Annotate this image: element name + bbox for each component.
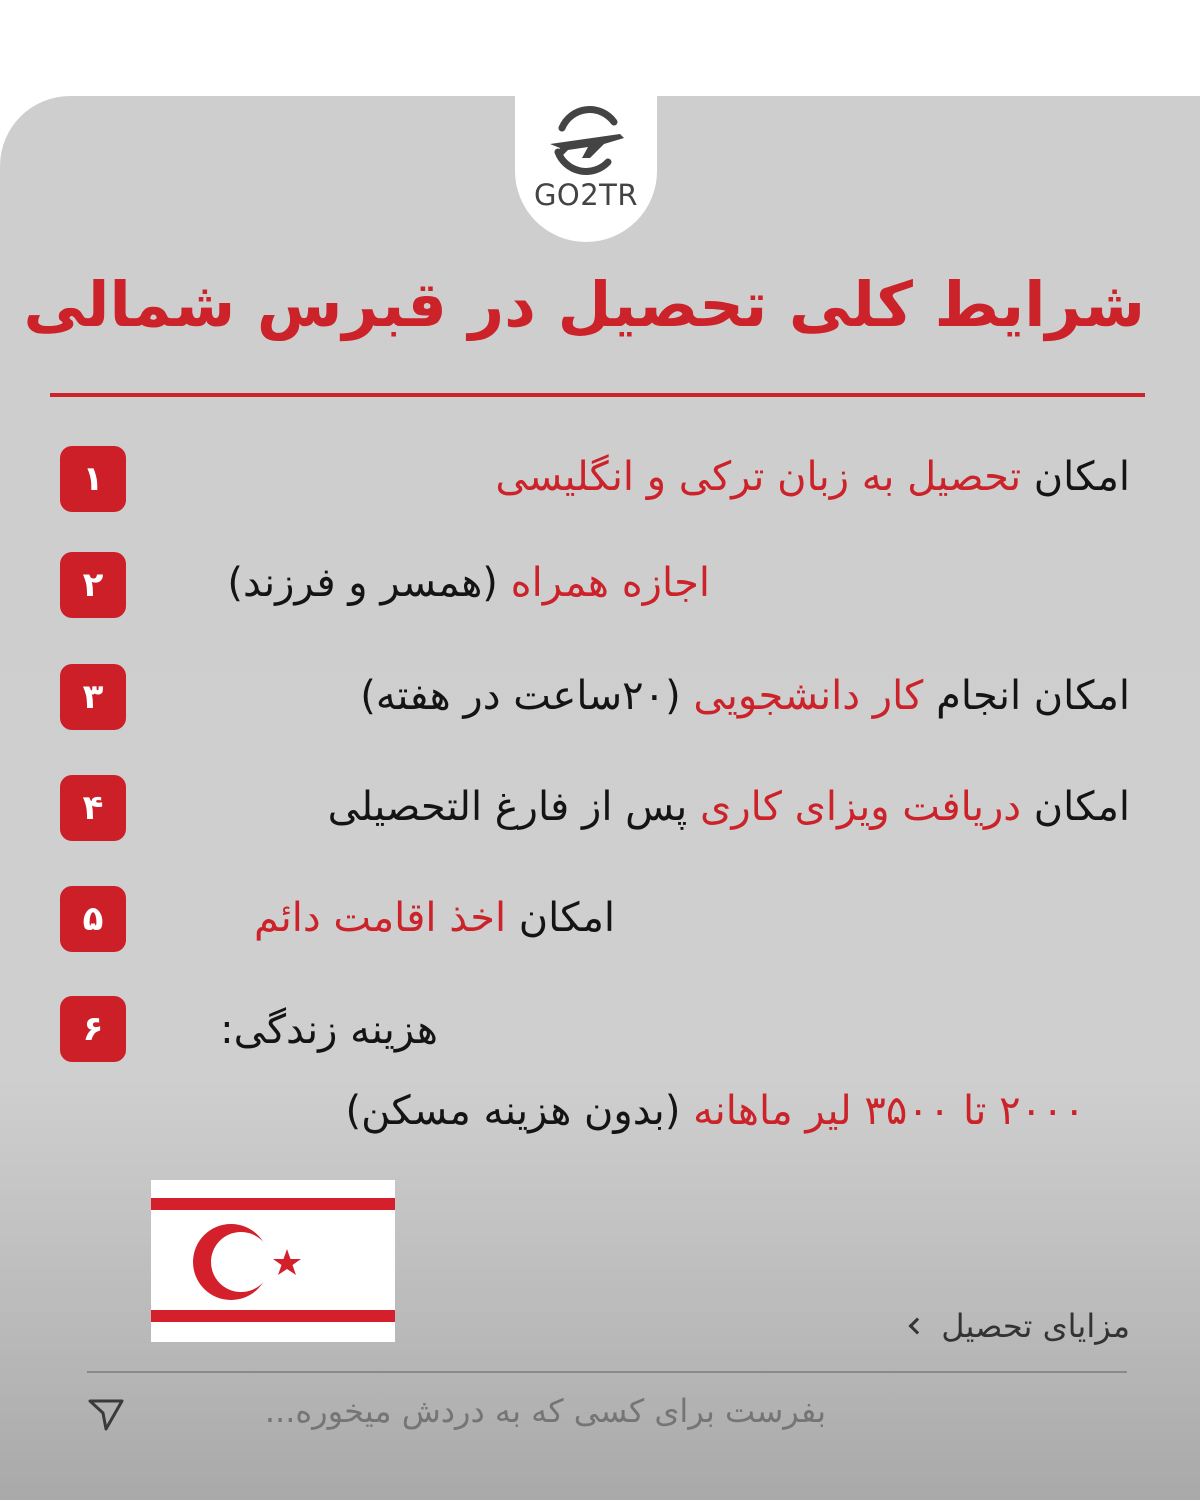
- item-highlight: اجازه همراه: [510, 560, 710, 606]
- item-highlight: اخذ اقامت دائم: [254, 895, 507, 941]
- divider: [87, 1371, 1127, 1373]
- item-lead: امکان: [1021, 454, 1130, 500]
- list-item: [140, 560, 710, 606]
- item-number-badge: ۲: [60, 552, 126, 618]
- item-highlight: دریافت ویزای کاری: [700, 784, 1022, 830]
- item-highlight: تحصیل به زبان ترکی و انگلیسی: [495, 454, 1022, 500]
- item-lead: امکان انجام: [923, 673, 1130, 719]
- item-highlight: کار دانشجویی: [693, 673, 924, 719]
- item-number-badge: ۳: [60, 664, 126, 730]
- airplane-logo-icon: [542, 100, 630, 180]
- brand-logo: [515, 96, 657, 242]
- related-post-link[interactable]: [800, 1302, 1130, 1350]
- item-number-badge: ۱: [60, 446, 126, 512]
- item-lead: امکان: [1021, 784, 1130, 830]
- related-post-label: مزایای تحصیل: [941, 1307, 1130, 1345]
- list-item: [140, 673, 1130, 719]
- item-lead: امکان: [506, 895, 615, 941]
- brand-name: GO2TR: [533, 178, 639, 212]
- page-title: شرایط کلی تحصیل در قبرس شمالی: [23, 268, 1145, 341]
- crescent-star-icon: [181, 1214, 311, 1306]
- item-trail: (بدون هزینه مسکن): [345, 1088, 694, 1134]
- item-trail: پس از فارغ التحصیلی: [327, 784, 701, 830]
- title-underline: [50, 393, 1145, 397]
- item-trail: (همسر و فرزند): [227, 560, 511, 606]
- list-item: [140, 895, 615, 941]
- item-highlight: ۲۰۰۰ تا ۳۵۰۰ لیر ماهانه: [693, 1088, 1085, 1134]
- list-item: [140, 454, 1130, 500]
- send-icon[interactable]: [86, 1395, 126, 1433]
- list-item-detail: [140, 1088, 1085, 1134]
- northern-cyprus-flag: [151, 1180, 395, 1342]
- item-number-badge: ۶: [60, 996, 126, 1062]
- item-number-badge: ۵: [60, 886, 126, 952]
- list-item: هزینه زندگی:: [220, 1007, 438, 1053]
- chevron-left-icon: [909, 1318, 926, 1335]
- item-trail: (۲۰ساعت در هفته): [360, 673, 694, 719]
- reply-input[interactable]: [150, 1388, 826, 1434]
- flag-band-top: [151, 1198, 395, 1210]
- flag-band-bottom: [151, 1310, 395, 1322]
- list-item: [140, 784, 1130, 830]
- item-number-badge: ۴: [60, 775, 126, 841]
